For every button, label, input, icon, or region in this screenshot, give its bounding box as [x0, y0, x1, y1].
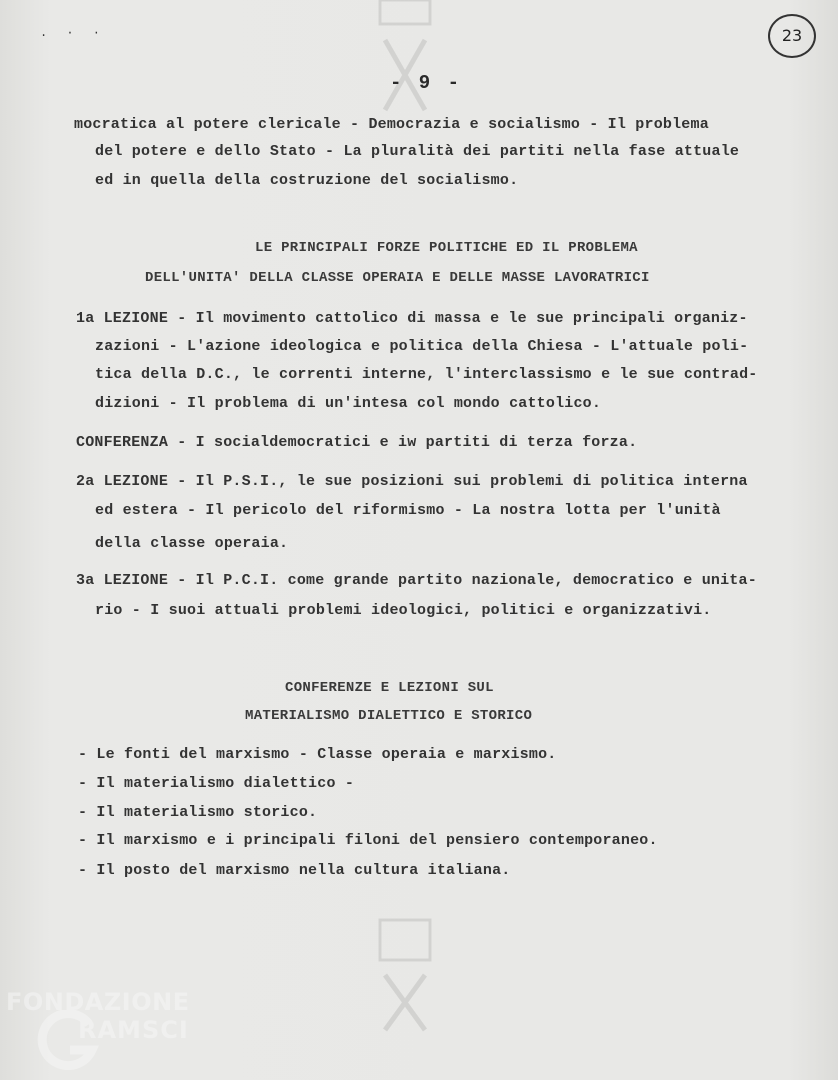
lesson2-line-1: 2a LEZIONE - Il P.S.I., le sue posizioni sui problemi di politica interna — [76, 473, 748, 490]
bullet-item-3: - Il materialismo storico. — [78, 804, 318, 821]
archive-stamp: 23 — [768, 14, 816, 58]
bullet-item-2: - Il materialismo dialettico - — [78, 775, 355, 792]
logo-text-line-2: RAMSCI — [78, 1016, 189, 1044]
section1-heading-line-2: DELL'UNITA' DELLA CLASSE OPERAIA E DELLE MASSE LAVORATRICI — [145, 270, 650, 286]
bullet-item-1: - Le fonti del marxismo - Classe operaia e marxismo. — [78, 746, 557, 763]
watermark-strip — [370, 0, 440, 1080]
section2-heading-line-2: MATERIALISMO DIALETTICO E STORICO — [245, 708, 533, 724]
intro-line-1: mocratica al potere clericale - Democrazia e socialismo - Il problema — [74, 116, 709, 133]
section2-heading-line-1: CONFERENZE E LEZIONI SUL — [285, 680, 494, 696]
section1-heading-line-1: LE PRINCIPALI FORZE POLITICHE ED IL PROBLEMA — [255, 240, 638, 256]
lesson2-line-3: della classe operaia. — [95, 535, 289, 552]
lesson3-line-1: 3a LEZIONE - Il P.C.I. come grande partito nazionale, democratico e unita- — [76, 572, 757, 589]
intro-line-2: del potere e dello Stato - La pluralità dei partiti nella fase attuale — [95, 143, 740, 160]
lesson2-line-2: ed estera - Il pericolo del riformismo - La nostra lotta per l'unità — [95, 502, 721, 519]
fondazione-gramsci-logo — [6, 988, 216, 1078]
lesson1-line-2: zazioni - L'azione ideologica e politica della Chiesa - L'attuale poli- — [95, 338, 749, 355]
lesson1-line-1: 1a LEZIONE - Il movimento cattolico di massa e le sue principali organiz- — [76, 310, 748, 327]
intro-line-3: ed in quella della costruzione del socialismo. — [95, 172, 519, 189]
logo-text-line-1: FONDAZIONE — [6, 988, 190, 1016]
bullet-item-4: - Il marxismo e i principali filoni del pensiero contemporaneo. — [78, 832, 658, 849]
page-number: - 9 - — [390, 72, 463, 94]
bullet-item-5: - Il posto del marxismo nella cultura italiana. — [78, 862, 511, 879]
lesson1-line-3: tica della D.C., le correnti interne, l'interclassismo e le sue contrad- — [95, 366, 758, 383]
lesson3-line-2: rio - I suoi attuali problemi ideologici, politici e organizzativi. — [95, 602, 712, 619]
paper-specks: . · · — [40, 26, 107, 40]
conference-line: CONFERENZA - I socialdemocratici e iw partiti di terza forza. — [76, 434, 638, 451]
lesson1-line-4: dizioni - Il problema di un'intesa col mondo cattolico. — [95, 395, 602, 412]
